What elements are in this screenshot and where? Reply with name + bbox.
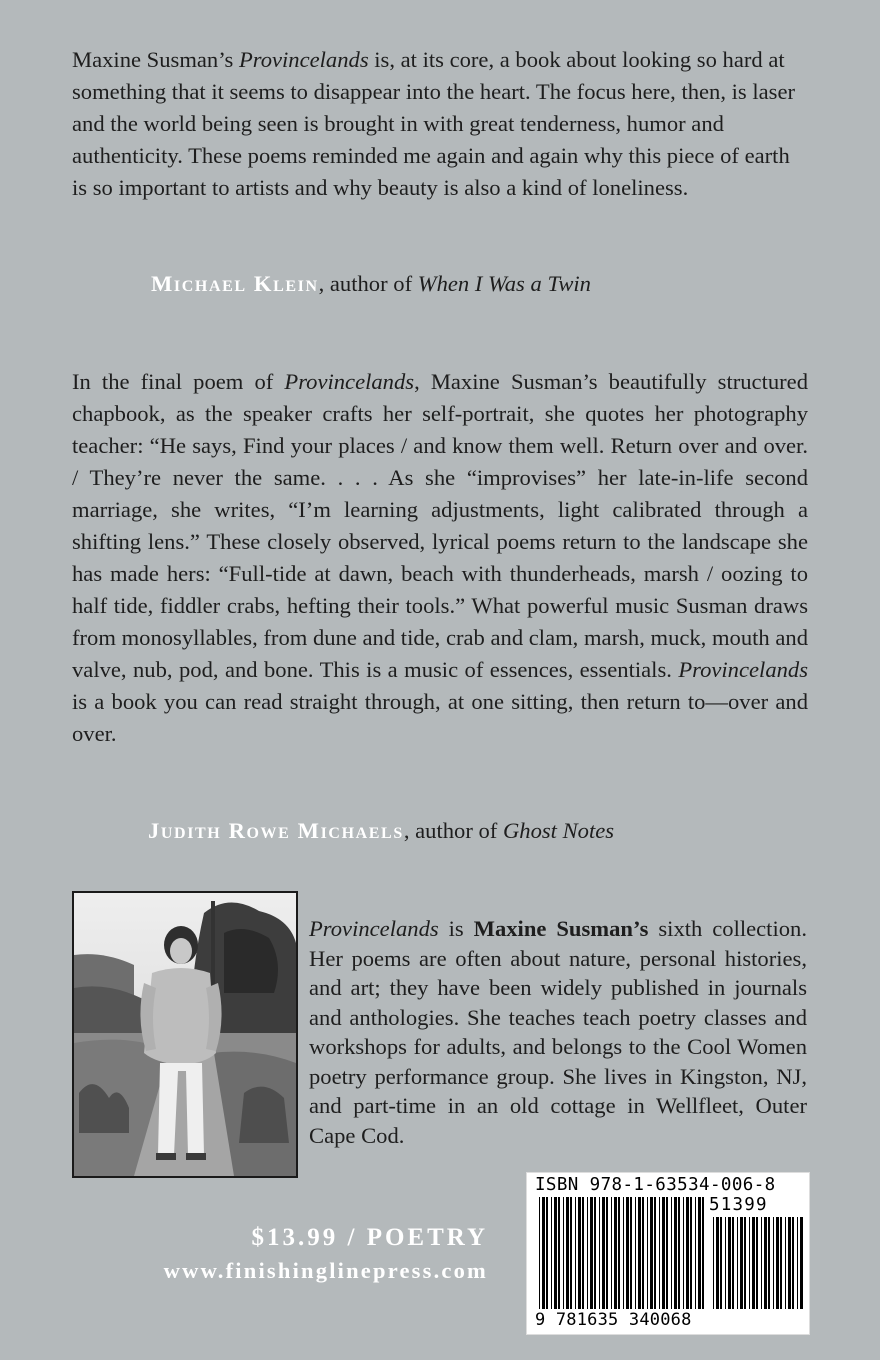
barcode-bar [740,1217,743,1309]
barcode-bar [614,1197,617,1309]
barcode-bar [626,1197,629,1309]
isbn-barcode [526,1172,810,1335]
barcode-bar [659,1197,660,1309]
blurb-klein [72,44,808,204]
barcode-bar [800,1217,803,1309]
barcode-bar [695,1197,696,1309]
price-genre: $13.99 / POETRY [251,1224,488,1251]
barcode-bar [671,1197,672,1309]
attribution-work: When I Was a Twin [417,271,591,296]
blurb-text: , Maxine Susman’s beautifully structured chapbook, as the speaker crafts her self-portrait, she quotes her photography teacher: “He says, Find your places / and know them well. Return over and over. / They’re never the same. . . . As she “improvises” her late-in-life second marriage, she writes, “I’m learning adjustments, light calibrated through a shifting lens.” These closely observed, lyrical poems return to the landscape she has made hers: “Full-tide at dawn, beach with thunderheads, marsh / oozing to half tide, fiddler crabs, hefting their tools.” What powerful music Susman draws from monosyllables, from dune and tide, crab and clam, marsh, muck, mouth and valve, nub, pod, and bone. This is a music of essences, essentials. [72,369,808,682]
barcode-bar [551,1197,552,1309]
barcode-bar [674,1197,677,1309]
barcode-bar [785,1217,786,1309]
attribution-michaels [148,815,614,847]
barcode-bar [630,1197,632,1309]
barcode-bar [558,1197,560,1309]
barcode-bar [728,1217,731,1309]
barcode-bar [756,1217,758,1309]
author-name: Maxine Susman’s [473,916,649,941]
barcode-bar [599,1197,600,1309]
barcode-bar [539,1197,540,1309]
barcode-bar [638,1197,641,1309]
book-title: Provincelands [678,657,808,682]
barcode-bar [618,1197,620,1309]
barcode-bar [749,1217,750,1309]
barcode-bar [683,1197,684,1309]
ean-digits: 9 781635 340068 [535,1310,692,1330]
barcode-bar [725,1217,726,1309]
barcode-bar [702,1197,704,1309]
book-title: Provincelands [238,47,369,72]
attribution-sep: , author of [403,818,503,843]
blurb-text: is a book you can read straight through, at one sitting, then return to—over and over. [72,689,808,746]
barcode-bar [666,1197,668,1309]
blurb-michaels [72,366,808,750]
barcode-bar [578,1197,581,1309]
barcode-bar [780,1217,782,1309]
barcode-bar [686,1197,689,1309]
publisher-website[interactable]: www.finishinglinepress.com [163,1258,488,1283]
author-photo-illustration [74,893,296,1176]
book-title: Provincelands [284,369,415,394]
barcode-bar [602,1197,605,1309]
barcode-bar [716,1217,719,1309]
barcode-bar [768,1217,770,1309]
barcode-bar [611,1197,612,1309]
isbn-label: ISBN 978-1-63534-006-8 [535,1175,776,1195]
blurb-text: In the final poem of [72,369,285,394]
barcode-bar [650,1197,653,1309]
barcode-bar [594,1197,596,1309]
barcode-bar [606,1197,608,1309]
barcode-bar [720,1217,722,1309]
author-photo [72,891,298,1178]
barcode-bar [773,1217,774,1309]
barcode-bar [678,1197,680,1309]
bio-text: sixth collection. Her poems are often about nature, personal histories, and art; they have been widely published in journals and anthologies. She teaches teach poetry classes and workshops for adults, and belongs to the Cool Women poetry performance group. She lives in Kingston, NJ, and part-time in an old cottage in Wellfleet, Outer Cape Cod. [309,916,807,1148]
barcode-bar [654,1197,656,1309]
blurb-text: Maxine Susman’s [72,47,239,72]
blurb-text: is, at its core, a book about looking so hard at something that it seems to disappear into the heart. The focus here, then, is laser and the world being seen is brought in with great tenderness, humor and authenticity. These poems reminded me again and again why this piece of earth is so important to artists and why beauty is also a kind of loneliness. [72,47,796,200]
barcode-bar [623,1197,624,1309]
barcode-bar [744,1217,746,1309]
barcode-bar [797,1217,798,1309]
barcode-bar [690,1197,692,1309]
barcode-bar [575,1197,576,1309]
barcode-bar [554,1197,557,1309]
barcode-bar [764,1217,767,1309]
attribution-klein [151,268,591,300]
addon-code: 51399 [709,1195,768,1215]
barcode-bar [713,1217,714,1309]
barcode-bar [698,1197,701,1309]
barcode-bar [752,1217,755,1309]
barcode-bar [566,1197,569,1309]
barcode-bar [732,1217,734,1309]
barcode-bar [542,1197,545,1309]
bio-text: is [438,916,474,941]
barcode-bar [570,1197,572,1309]
barcode-bar [788,1217,791,1309]
barcode-bar [587,1197,588,1309]
barcode-bar [761,1217,762,1309]
barcode-bar [776,1217,779,1309]
barcode-bar [792,1217,794,1309]
barcode-bar [642,1197,644,1309]
barcode-bar [546,1197,548,1309]
barcode-bar [563,1197,564,1309]
book-title: Provincelands [309,916,439,941]
author-bio [309,914,807,1150]
attribution-name: Judith Rowe Michaels [148,818,404,843]
barcode-bar [635,1197,636,1309]
attribution-sep: , author of [318,271,418,296]
barcode-bar [582,1197,584,1309]
barcode-bar [647,1197,648,1309]
barcode-bar [590,1197,593,1309]
attribution-name: Michael Klein [151,271,319,296]
attribution-work: Ghost Notes [502,818,615,843]
barcode-bar [662,1197,665,1309]
barcode-bar [737,1217,738,1309]
